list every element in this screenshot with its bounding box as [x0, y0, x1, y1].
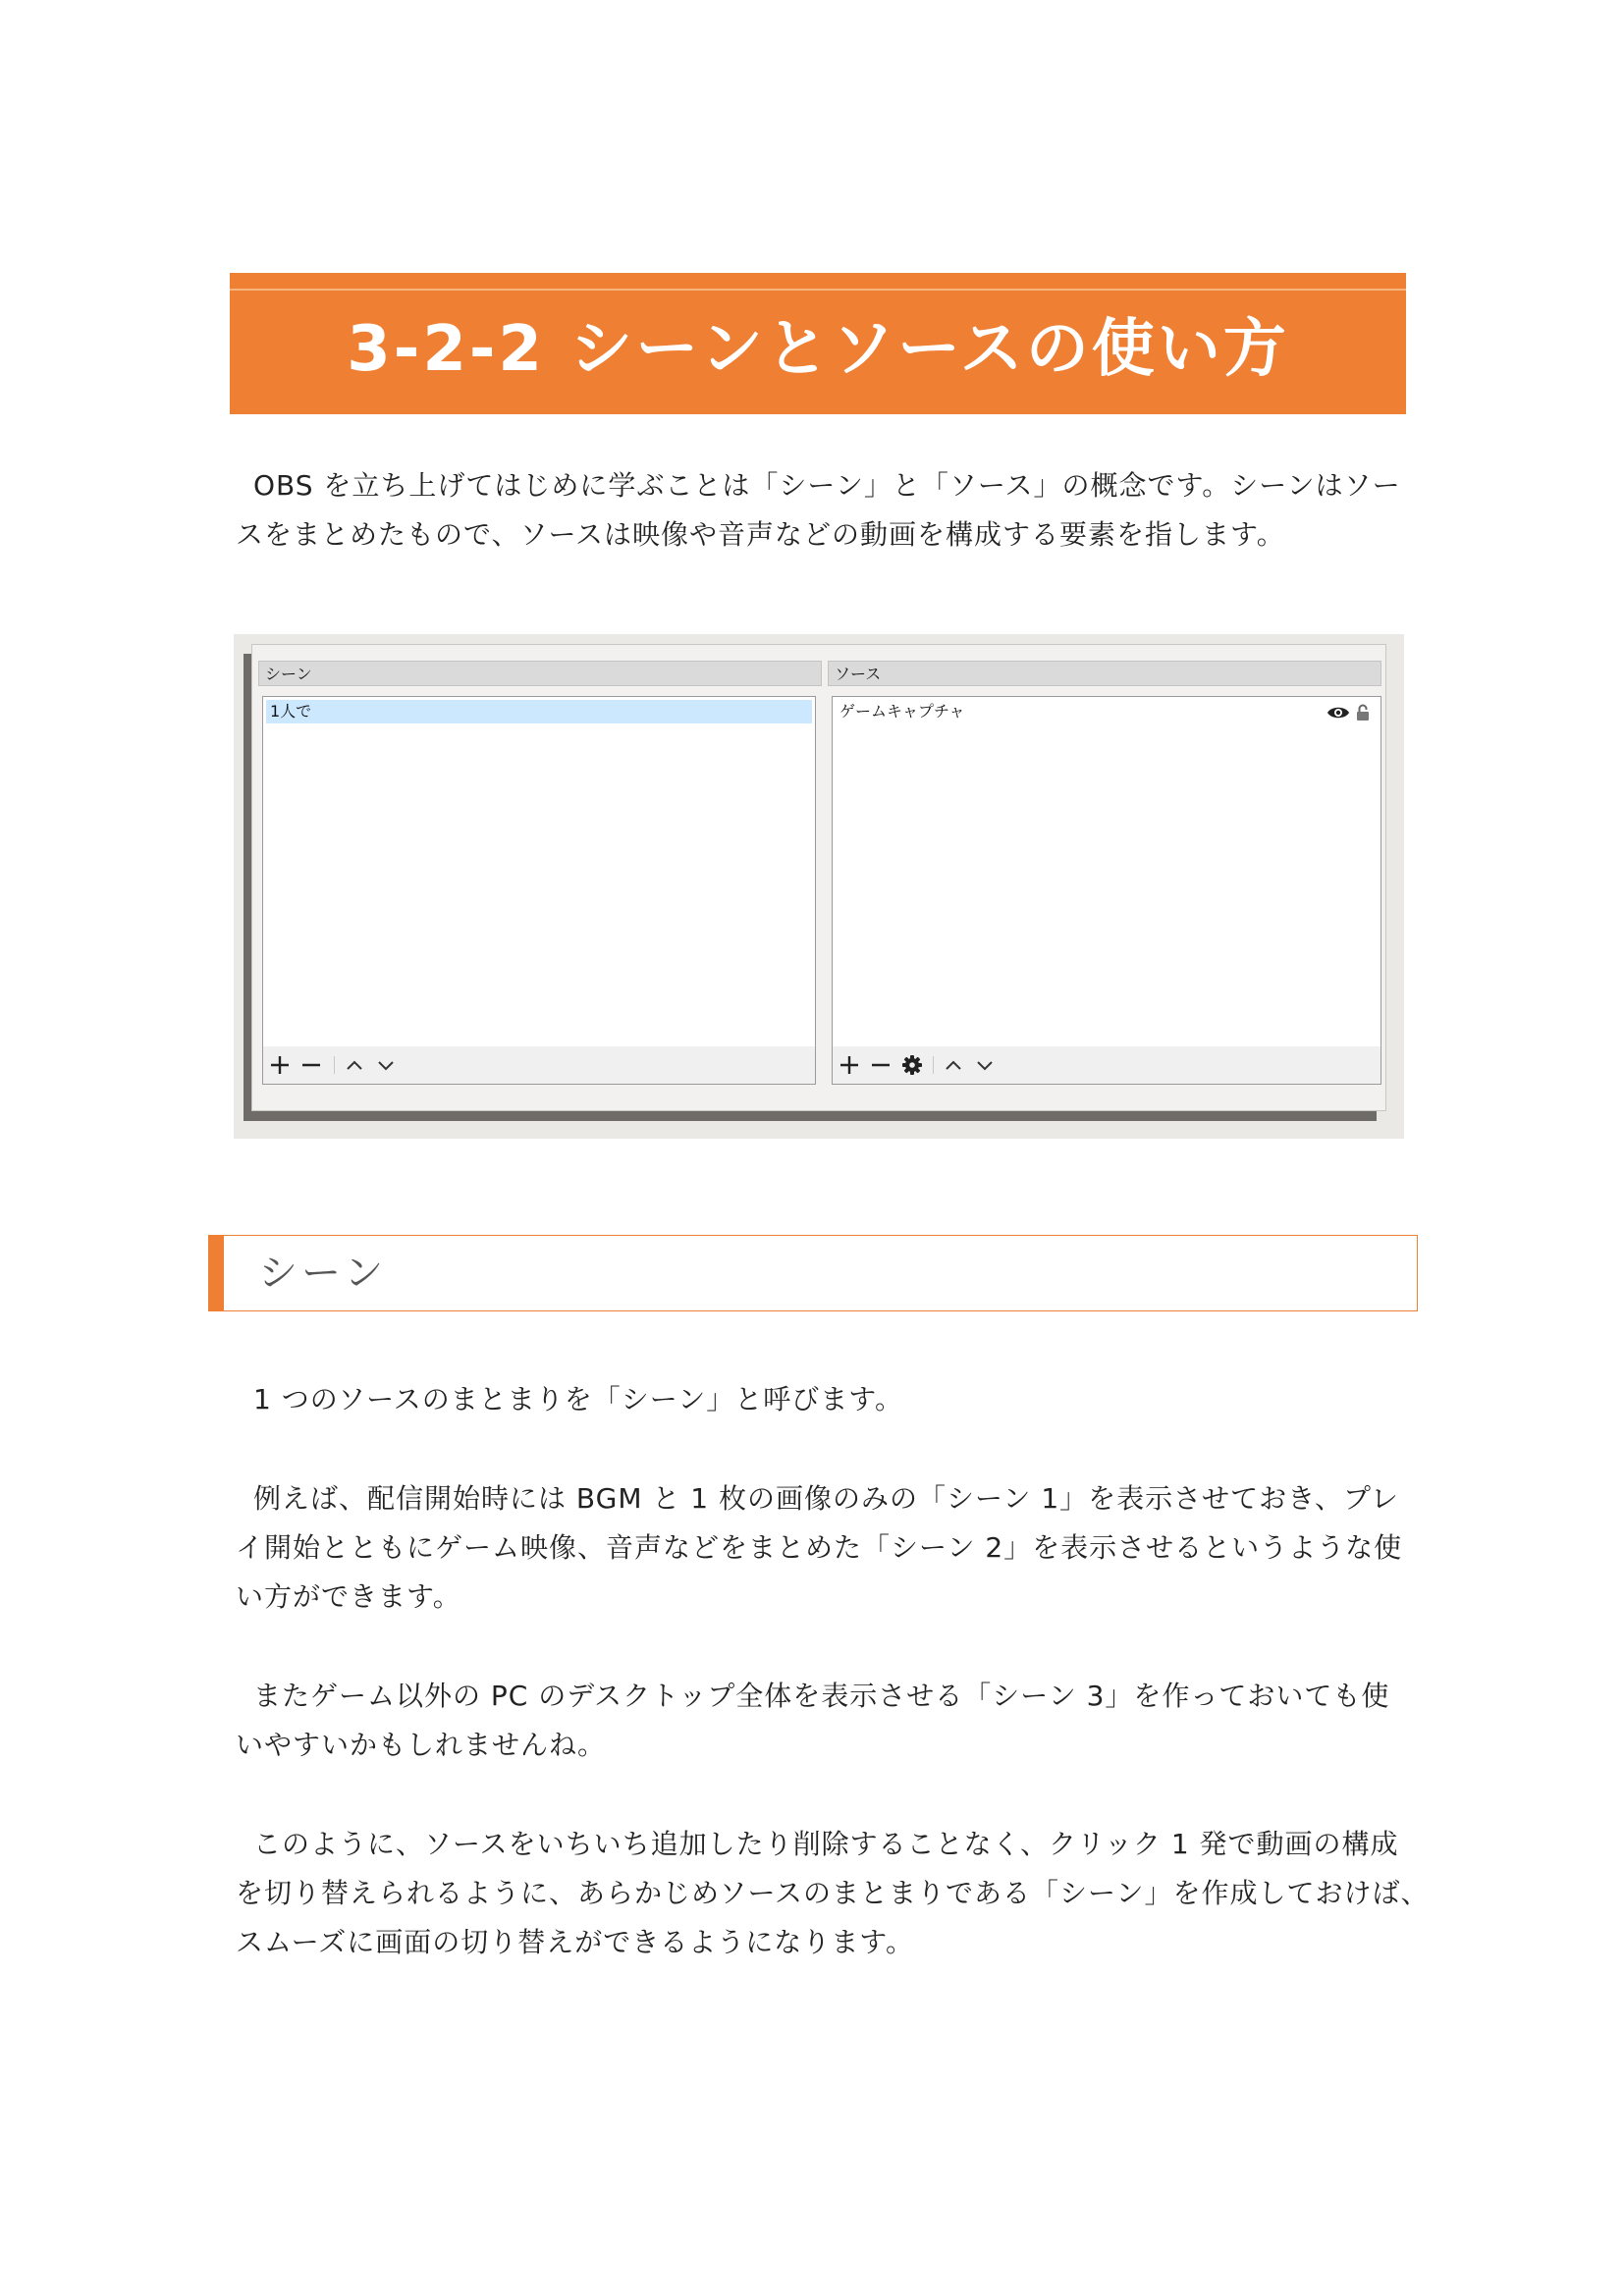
page-title: 3-2-2 シーンとソースの使い方 — [347, 313, 1289, 386]
obs-window — [251, 644, 1386, 1111]
add-source-button[interactable] — [837, 1052, 862, 1078]
source-item-label: ゲームキャプチャ — [839, 702, 965, 721]
scenes-panel-title: シーン — [265, 665, 312, 683]
intro-paragraph — [236, 461, 1404, 560]
minus-icon — [870, 1054, 892, 1076]
paragraph-line: イ開始とともにゲーム映像、音声などをまとめた「シーン 2」を表示させるというような使 — [236, 1531, 1403, 1564]
section-heading — [208, 1235, 1418, 1311]
source-settings-button[interactable] — [899, 1052, 925, 1078]
remove-source-button[interactable] — [868, 1052, 893, 1078]
move-source-up-button[interactable] — [941, 1052, 966, 1078]
sources-panel-header — [828, 661, 1381, 686]
section-paragraph — [236, 1474, 1404, 1622]
paragraph-line: 例えば、配信開始時には BGM と 1 枚の画像のみの「シーン 1」を表示させておき、プレ — [253, 1482, 1399, 1515]
move-source-down-button[interactable] — [972, 1052, 998, 1078]
sources-panel-title: ソース — [835, 665, 882, 683]
sources-toolbar — [833, 1046, 1380, 1084]
paragraph-line: 1 つのソースのまとまりを「シーン」と呼びます。 — [253, 1383, 903, 1415]
section-paragraph — [236, 1375, 1404, 1424]
title-banner — [230, 273, 1406, 414]
section-paragraph — [236, 1820, 1430, 1967]
intro-line: スをまとめたもので、ソースは映像や音声などの動画を構成する要素を指します。 — [236, 518, 1285, 551]
chevron-up-icon — [943, 1054, 964, 1076]
sources-list[interactable] — [832, 696, 1381, 1085]
screenshot-shadow — [244, 654, 251, 1119]
minus-icon — [300, 1054, 322, 1076]
scenes-panel-header — [258, 661, 822, 686]
scenes-toolbar — [263, 1046, 815, 1084]
section-heading-accent-bar — [208, 1235, 224, 1311]
section-heading-text: シーン — [258, 1251, 388, 1296]
add-scene-button[interactable] — [267, 1052, 293, 1078]
plus-icon — [269, 1054, 291, 1076]
move-scene-down-button[interactable] — [373, 1052, 399, 1078]
scene-item-label: 1人で — [270, 702, 312, 721]
chevron-down-icon — [375, 1054, 397, 1076]
lock-icon[interactable] — [1356, 704, 1370, 721]
section-paragraph — [236, 1672, 1404, 1770]
paragraph-line: いやすいかもしれませんね。 — [236, 1729, 607, 1761]
toolbar-divider — [933, 1056, 934, 1074]
move-scene-up-button[interactable] — [342, 1052, 367, 1078]
source-list-item[interactable] — [836, 700, 1378, 723]
scenes-list[interactable] — [262, 696, 816, 1085]
chevron-up-icon — [344, 1054, 365, 1076]
paragraph-line: このように、ソースをいちいち追加したり削除することなく、クリック 1 発で動画の構成 — [253, 1828, 1399, 1860]
intro-line: OBS を立ち上げてはじめに学ぶことは「シーン」と「ソース」の概念です。シーンはソー — [253, 469, 1401, 502]
paragraph-line: い方ができます。 — [236, 1580, 461, 1613]
paragraph-line: またゲーム以外の PC のデスクトップ全体を表示させる「シーン 3」を作っておいても使 — [253, 1680, 1390, 1712]
eye-icon[interactable] — [1326, 705, 1350, 721]
title-banner-highlight-line — [230, 289, 1406, 291]
chevron-down-icon — [974, 1054, 996, 1076]
plus-icon — [839, 1054, 860, 1076]
gear-icon — [901, 1054, 923, 1076]
toolbar-divider — [334, 1056, 335, 1074]
paragraph-line: を切り替えられるように、あらかじめソースのまとまりである「シーン」を作成しておけば、 — [236, 1877, 1430, 1909]
screenshot-shadow — [244, 1111, 1377, 1121]
obs-screenshot — [234, 634, 1404, 1139]
scene-list-item[interactable] — [266, 700, 812, 723]
remove-scene-button[interactable] — [298, 1052, 324, 1078]
paragraph-line: スムーズに画面の切り替えができるようになります。 — [236, 1926, 914, 1958]
